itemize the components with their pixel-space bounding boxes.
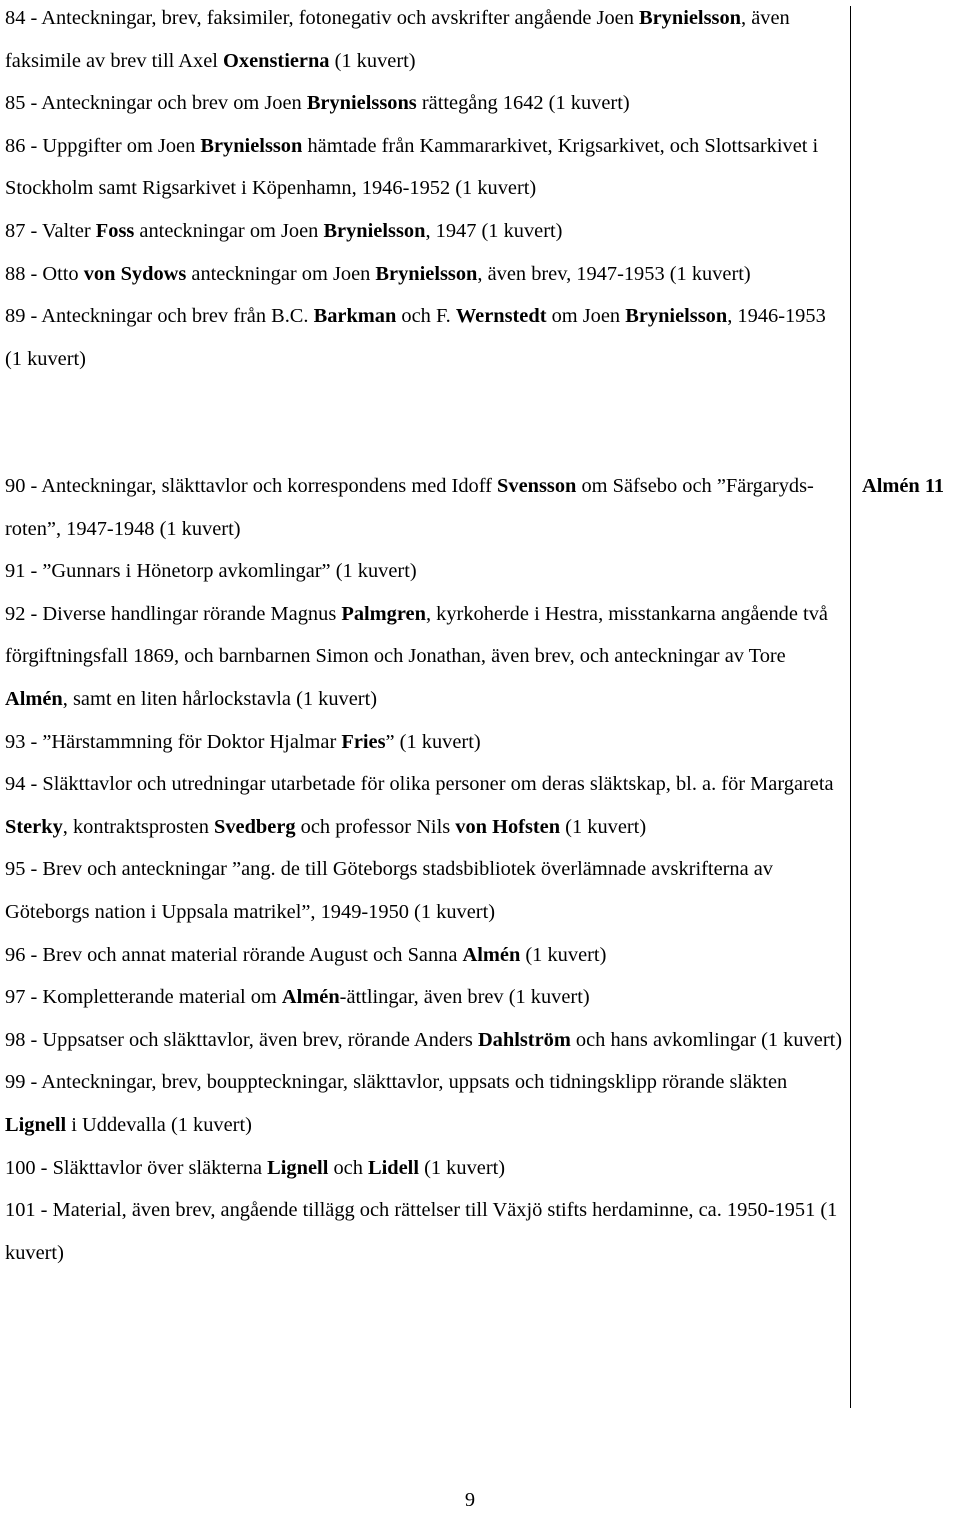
archive-entry: [5, 0, 845, 82]
entry-name-bold: Foss: [95, 219, 135, 242]
entry-name-bold: Palmgren: [341, 602, 426, 625]
entry-block-90-101: [5, 465, 845, 1274]
archive-entry: [5, 1147, 845, 1190]
entry-name-bold: Almén: [281, 986, 340, 1009]
entry-name-bold: Brynielsson: [639, 7, 742, 29]
entry-text: 99 - Anteckningar, brev, bouppteckningar, släkttavlor, uppsats och tidningsklipp rörande släkten: [5, 1071, 788, 1094]
archive-entry: [5, 848, 845, 933]
entry-text: 87 - Valter: [5, 219, 96, 242]
entry-text: och professor Nils: [295, 815, 456, 838]
entry-text: och F.: [396, 305, 456, 328]
entry-name-bold: von Hofsten: [455, 815, 561, 838]
entry-text: , kyrkoherde i Hestra, misstankarna angående två förgiftningsfall 1869, och barnbarnen Simon och Jonathan, även brev, och anteckningar av Tore: [5, 602, 828, 668]
entry-name-bold: von Sydows: [83, 262, 187, 285]
entry-text: om Säfsebo och ”Färgaryds-roten”, 1947-1948 (1 kuvert): [5, 475, 814, 540]
archive-entry: [5, 82, 845, 125]
entry-text: 97 - Kompletterande material om: [5, 986, 282, 1009]
archive-entry: [5, 934, 845, 977]
entry-text: 100 - Släkttavlor över släkterna: [5, 1156, 268, 1179]
entry-text: , även faksimile av brev till Axel: [5, 7, 790, 72]
entry-text: 96 - Brev och annat material rörande August och Sanna: [5, 943, 463, 966]
entry-text: , kontraktsprosten: [62, 815, 214, 838]
entry-text: och: [328, 1156, 368, 1179]
entry-name-bold: Brynielsson: [200, 134, 303, 157]
entry-name-bold: Barkman: [313, 305, 397, 328]
entry-text: rättegång 1642 (1 kuvert): [416, 92, 630, 115]
archive-entry: [5, 1189, 845, 1274]
entry-text: 94 - Släkttavlor och utredningar utarbetade för olika personer om deras släktskap, bl. a. för Margareta: [5, 773, 834, 796]
entry-name-bold: Lignell: [267, 1156, 329, 1179]
archive-entry: [5, 1061, 845, 1146]
entry-text: anteckningar om Joen: [186, 262, 376, 285]
archive-entry: [5, 1019, 845, 1062]
entry-text: ” (1 kuvert): [385, 730, 481, 753]
entry-name-bold: Lignell: [5, 1113, 67, 1136]
entry-text: (1 kuvert): [419, 1156, 506, 1179]
entry-text: 101 - Material, även brev, angående tillägg och rättelser till Växjö stifts herdaminne, ca. 1950-1951 (1 kuvert): [5, 1199, 838, 1264]
entry-name-bold: Brynielsson: [625, 305, 728, 328]
entry-text: 91 - ”Gunnars i Hönetorp avkomlingar” (1 kuvert): [5, 560, 417, 583]
entry-text: , 1947 (1 kuvert): [425, 219, 563, 242]
entry-text: 84 - Anteckningar, brev, faksimiler, fotonegativ och avskrifter angående Joen: [5, 7, 640, 29]
entry-name-bold: Lidell: [368, 1156, 419, 1179]
entry-text: 92 - Diverse handlingar rörande Magnus: [5, 602, 342, 625]
entry-text: om Joen: [546, 305, 626, 328]
entry-text: (1 kuvert): [520, 943, 607, 966]
archive-entry: [5, 253, 845, 296]
entry-text: hämtade från Kammararkivet, Krigsarkivet, och Slottsarkivet i Stockholm samt Rigsarkivet i Köpenhamn, 1946-1952 (1 kuvert): [5, 134, 819, 200]
archive-entry: [5, 550, 845, 593]
entry-text: 85 - Anteckningar och brev om Joen: [5, 92, 307, 115]
entry-name-bold: Dahlström: [477, 1028, 571, 1051]
entry-name-bold: Sterky: [5, 815, 63, 838]
entry-text: 88 - Otto: [5, 262, 84, 285]
archive-entry: [5, 721, 845, 764]
archive-entry: [5, 210, 845, 253]
entry-text: (1 kuvert): [560, 815, 647, 838]
archive-entry: [5, 465, 845, 550]
archive-entry: [5, 295, 845, 380]
entry-text: (1 kuvert): [329, 49, 416, 72]
entry-text: 93 - ”Härstammning för Doktor Hjalmar: [5, 730, 342, 753]
entry-text: 90 - Anteckningar, släkttavlor och korrespondens med Idoff: [5, 475, 498, 497]
entry-text: och hans avkomlingar (1 kuvert): [570, 1028, 843, 1051]
entry-name-bold: Almén: [462, 943, 521, 966]
entry-text: , 1946-1953 (1 kuvert): [5, 305, 826, 370]
entry-text: 86 - Uppgifter om Joen: [5, 134, 201, 157]
entry-text: 95 - Brev och anteckningar ”ang. de till Göteborgs stadsbibliotek överlämnade avskrifterna av Göteborgs nation i Uppsala matrikel”, 1949-1950 (1 kuvert): [5, 858, 773, 923]
entry-name-bold: Brynielsson: [323, 219, 426, 242]
entry-text: 89 - Anteckningar och brev från B.C.: [5, 305, 314, 328]
entry-name-bold: Wernstedt: [455, 305, 547, 328]
entry-text: , även brev, 1947-1953 (1 kuvert): [477, 262, 751, 285]
entry-name-bold: Brynielssons: [306, 92, 417, 115]
archive-entry: [5, 976, 845, 1019]
archive-entry: [5, 125, 845, 210]
margin-rule: [850, 6, 851, 1408]
entry-text: , samt en liten hårlockstavla (1 kuvert): [62, 687, 378, 710]
entry-name-bold: Almén: [5, 687, 63, 710]
entry-name-bold: Svedberg: [214, 815, 296, 838]
entry-text: 98 - Uppsatser och släkttavlor, även brev, rörande Anders: [5, 1028, 478, 1051]
entry-name-bold: Oxenstierna: [223, 49, 330, 72]
entry-text: -ättlingar, även brev (1 kuvert): [339, 986, 590, 1009]
entry-name-bold: Svensson: [497, 475, 577, 497]
entry-text: anteckningar om Joen: [134, 219, 324, 242]
page-number: 9: [464, 1489, 476, 1511]
archive-entry: [5, 593, 845, 721]
entry-name-bold: Fries: [341, 730, 386, 753]
side-label: Almén 11: [862, 475, 945, 497]
archive-entry: [5, 763, 845, 848]
entry-name-bold: Brynielsson: [375, 262, 478, 285]
entry-block-84-89: [5, 0, 845, 380]
entry-text: i Uddevalla (1 kuvert): [66, 1113, 252, 1136]
